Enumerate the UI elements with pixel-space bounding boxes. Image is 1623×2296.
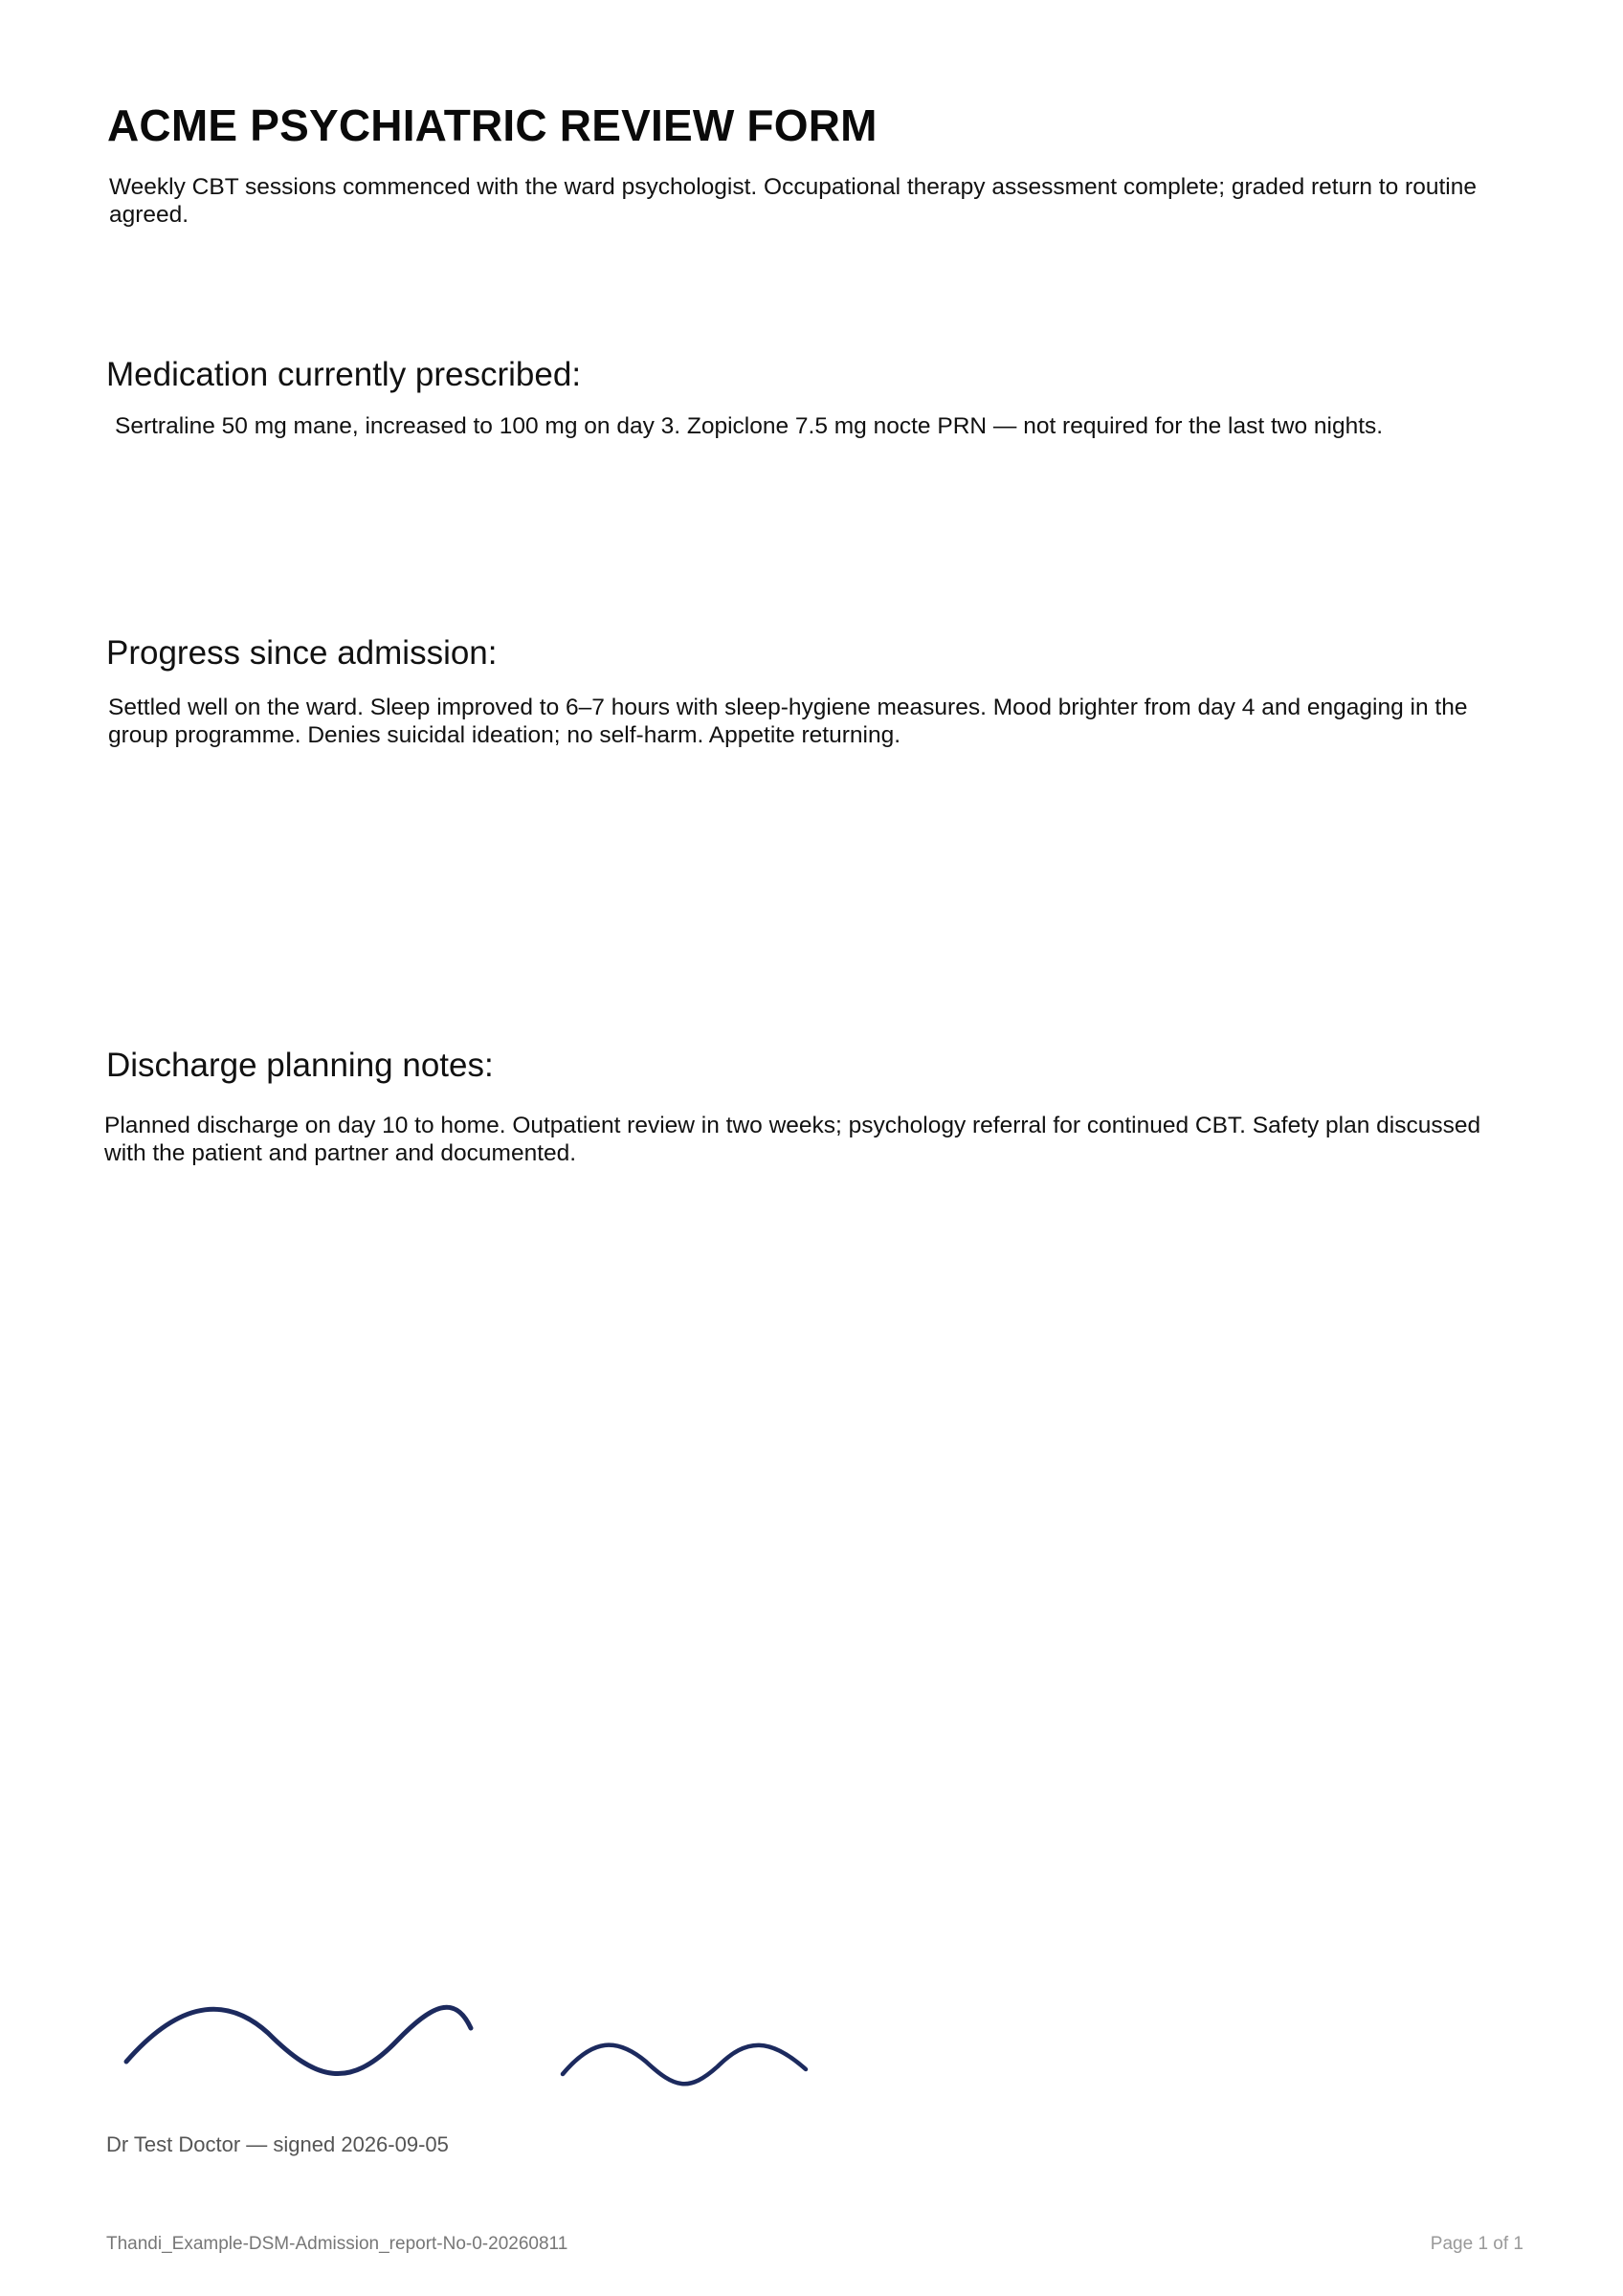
- intro-paragraph: Weekly CBT sessions commenced with the ward psychologist. Occupational therapy assessment complete; graded return to routine agreed.: [109, 174, 1477, 228]
- discharge-body: Planned discharge on day 10 to home. Outpatient review in two weeks; psychology referral for continued CBT. Safety plan discussed with the patient and partner and documented.: [104, 1113, 1481, 1166]
- discharge-heading: Discharge planning notes:: [106, 1047, 494, 1084]
- progress-body: Settled well on the ward. Sleep improved to 6–7 hours with sleep-hygiene measures. Mood brighter from day 4 and engaging in the group programme. Denies suicidal ideation; no self-harm. Appetite returning.: [108, 695, 1468, 748]
- signature-stroke-first: [126, 2007, 471, 2073]
- progress-heading: Progress since admission:: [106, 634, 498, 672]
- medication-heading: Medication currently prescribed:: [106, 356, 582, 393]
- handwritten-signature: [115, 1985, 842, 2119]
- signature-stroke-second: [563, 2045, 806, 2085]
- form-title: ACME PSYCHIATRIC REVIEW FORM: [107, 100, 878, 150]
- footer-document-id: Thandi_Example-DSM-Admission_report-No-0-20260811: [106, 2234, 568, 2254]
- signer-line: Dr Test Doctor — signed 2026-09-05: [106, 2132, 449, 2156]
- footer-page-number: Page 1 of 1: [1430, 2234, 1523, 2254]
- medication-body: Sertraline 50 mg mane, increased to 100 mg on day 3. Zopiclone 7.5 mg nocte PRN — not required for the last two nights.: [115, 413, 1384, 439]
